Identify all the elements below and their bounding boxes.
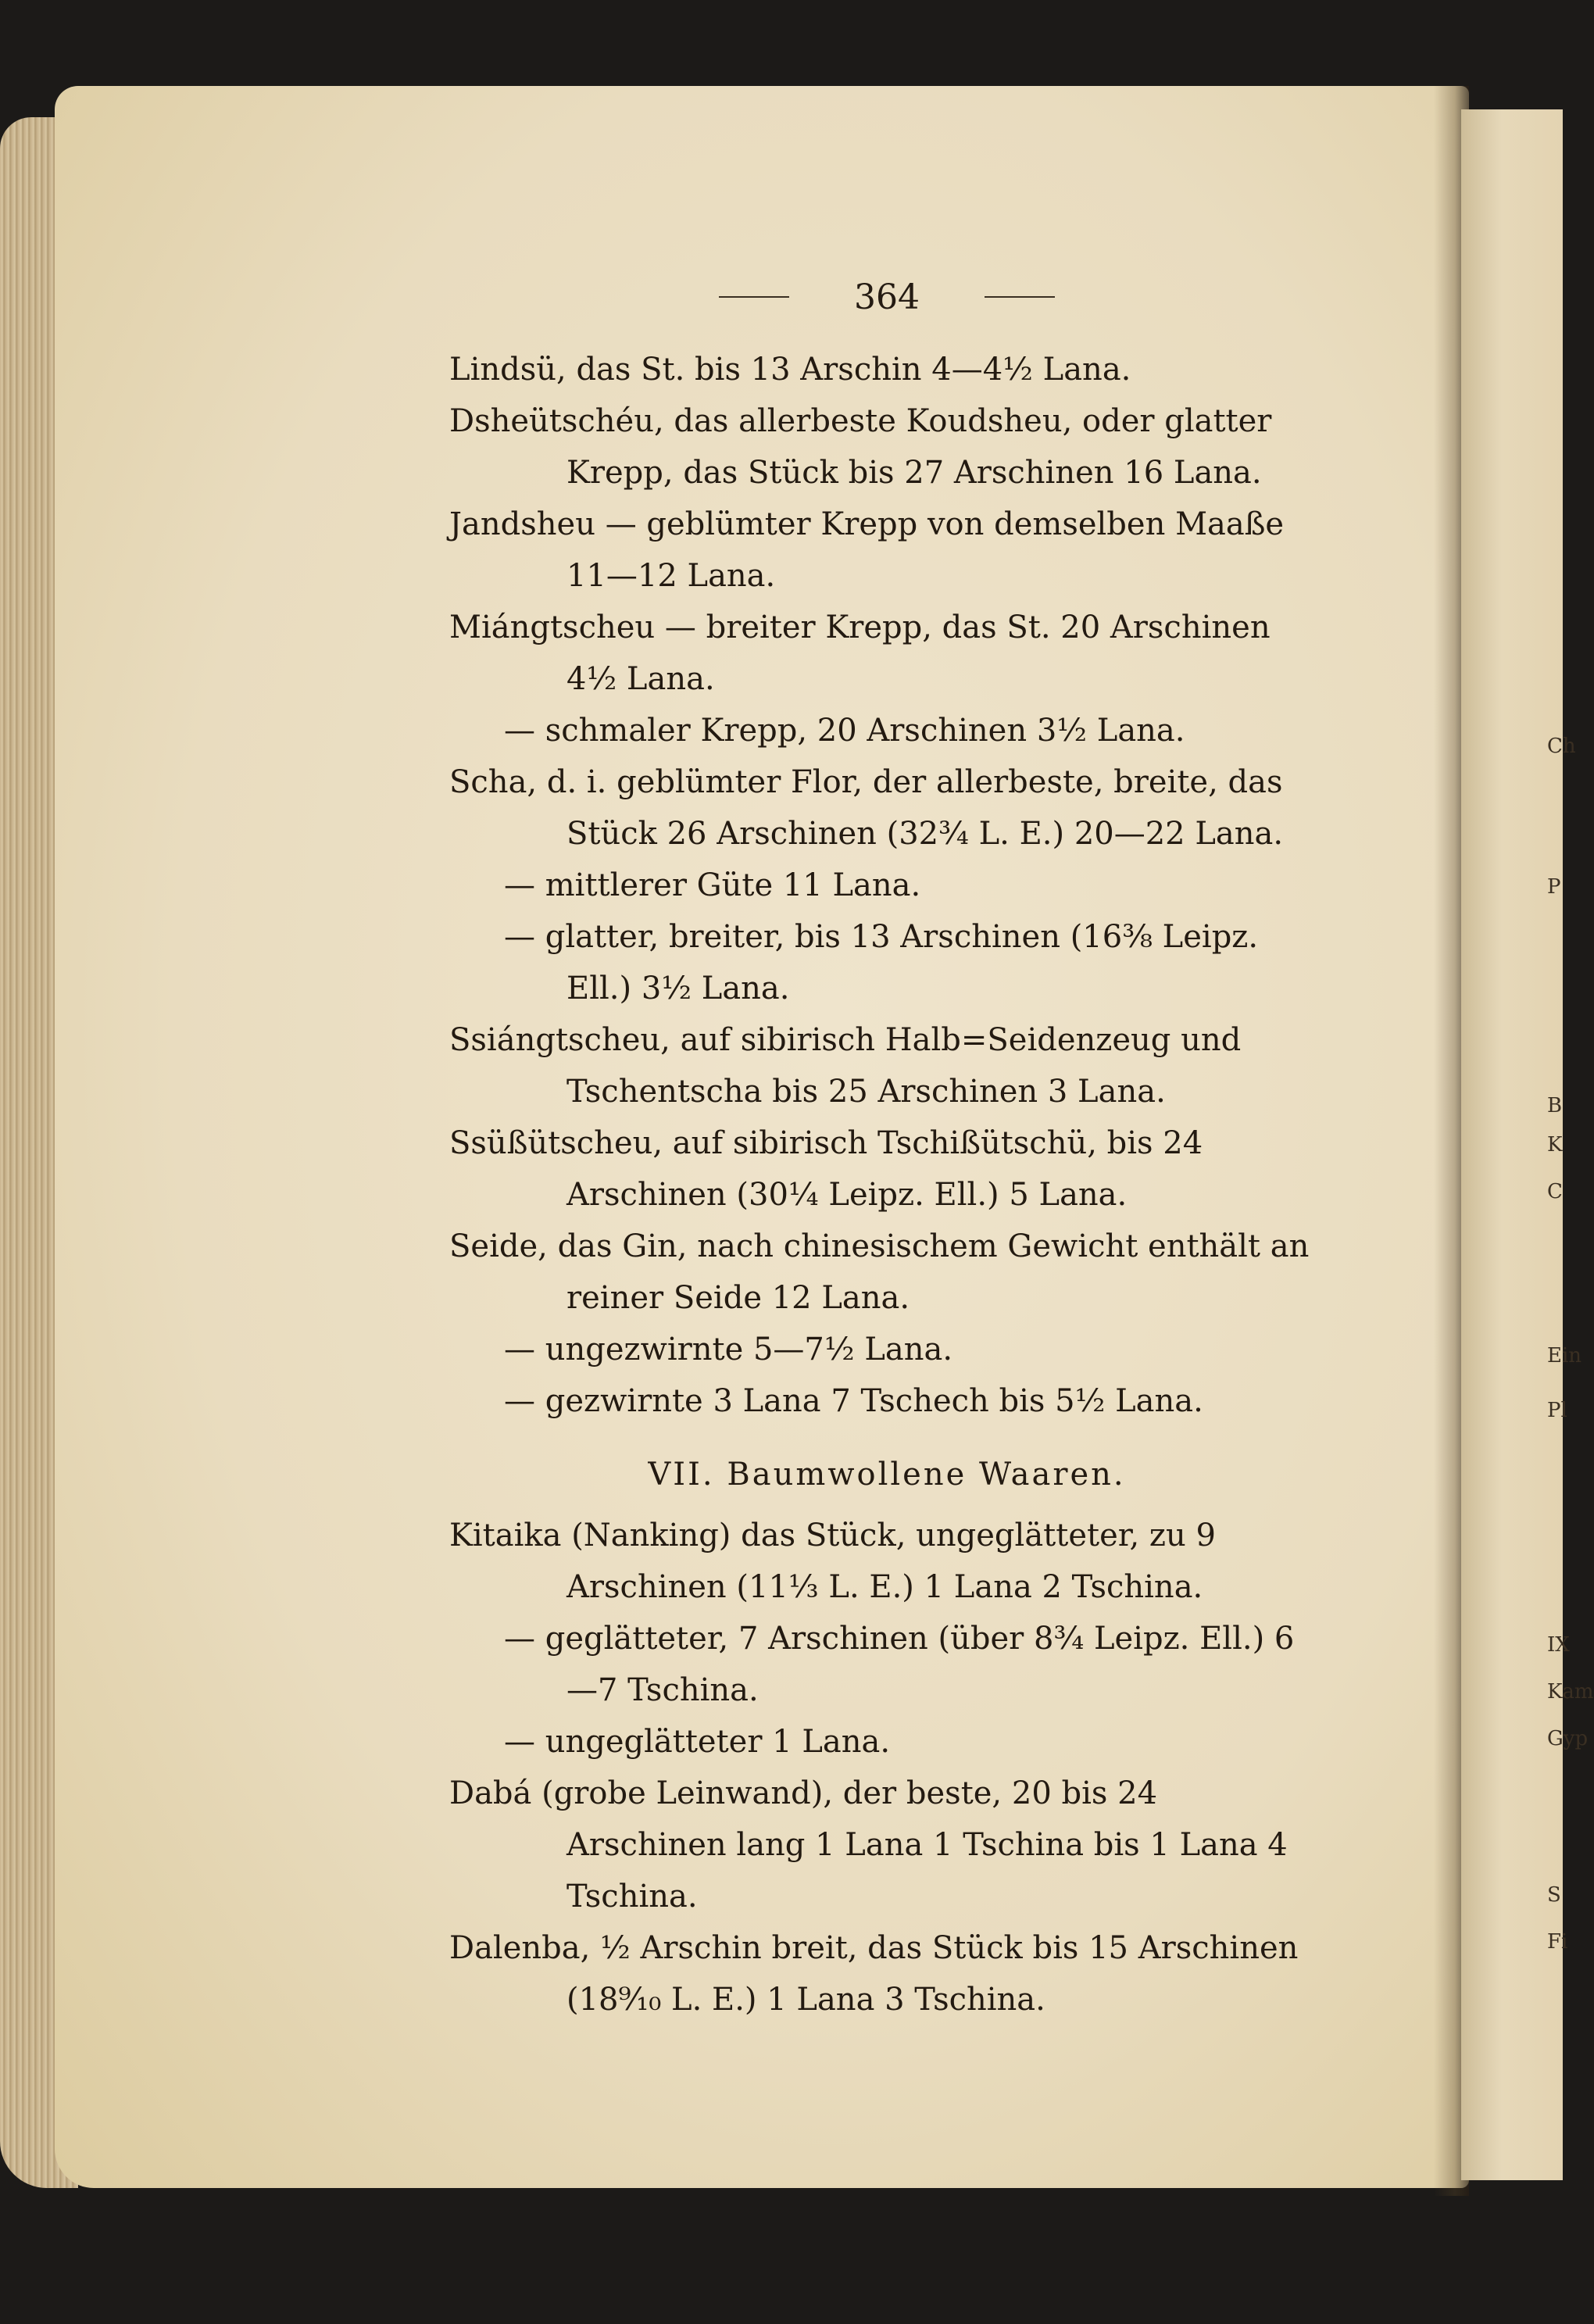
page-header — [719, 270, 1055, 324]
facing-page-fragment: B — [1547, 1094, 1563, 1117]
facing-page-fragment: Ch — [1547, 735, 1576, 758]
price-entry: Scha, d. i. geblümter Flor, der allerbeste, breite, das Stück 26 Arschinen (32¾ L. E.) 20—22 Lana. — [449, 764, 1284, 852]
price-entry: Ssiángtscheu, auf sibirisch Halb=Seidenzeug und Tschentscha bis 25 Arschinen 3 Lana. — [449, 1022, 1242, 1110]
section-heading: VII. Baumwollene Waaren. — [648, 1457, 1126, 1493]
sub-entry: — mittlerer Güte 11 Lana. — [504, 867, 921, 903]
price-entry: Seide, das Gin, nach chinesischem Gewicht enthält an reiner Seide 12 Lana. — [449, 1228, 1310, 1316]
sub-entry: — geglätteter, 7 Arschinen (über 8¾ Leipz. Ell.) 6—7 Tschina. — [504, 1621, 1295, 1708]
price-entry: Miángtscheu — breiter Krepp, das St. 20 Arschinen 4½ Lana. — [449, 610, 1271, 697]
facing-page-fragment: Fi — [1547, 1930, 1568, 1954]
sub-entry: — schmaler Krepp, 20 Arschinen 3½ Lana. — [504, 713, 1185, 749]
facing-page-fragment: Pl — [1547, 1399, 1567, 1422]
facing-page-fragment: P — [1547, 875, 1561, 899]
price-entry: Dalenba, ½ Arschin breit, das Stück bis 15 Arschinen (18⁹⁄₁₀ L. E.) 1 Lana 3 Tschina. — [449, 1930, 1299, 2018]
facing-page-fragment: Gyp — [1547, 1727, 1589, 1750]
sub-entry: — gezwirnte 3 Lana 7 Tschech bis 5½ Lana. — [504, 1383, 1203, 1419]
header-rule-right — [985, 296, 1055, 298]
facing-page-fragment: Ein — [1547, 1344, 1582, 1368]
facing-page-fragment: C — [1547, 1180, 1563, 1203]
sub-entry: — glatter, breiter, bis 13 Arschinen (16⅜ Leipz. Ell.) 3½ Lana. — [504, 919, 1259, 1006]
facing-page-fragment: IX — [1547, 1633, 1570, 1657]
page-number: 364 — [854, 277, 920, 317]
price-entry: Kitaika (Nanking) das Stück, ungeglätteter, zu 9 Arschinen (11⅓ L. E.) 1 Lana 2 Tschina. — [449, 1518, 1216, 1605]
price-entry: Lindsü, das St. bis 13 Arschin 4—4½ Lana. — [449, 352, 1131, 388]
page-text — [449, 344, 1324, 2025]
price-entry: Dsheütschéu, das allerbeste Koudsheu, oder glatter Krepp, das Stück bis 27 Arschinen 16 Lana. — [449, 403, 1272, 491]
header-rule-left — [719, 296, 789, 298]
sub-entry: — ungezwirnte 5—7½ Lana. — [504, 1332, 953, 1368]
sub-entry: — ungeglätteter 1 Lana. — [504, 1724, 891, 1760]
price-entry: Dabá (grobe Leinwand), der beste, 20 bis 24 Arschinen lang 1 Lana 1 Tschina bis 1 Lana 4 Tschina. — [449, 1775, 1288, 1915]
price-entry: Jandsheu — geblümter Krepp von demselben Maaße 11—12 Lana. — [449, 506, 1285, 594]
facing-page-fragment: S — [1547, 1883, 1561, 1907]
price-entry: Ssüßütscheu, auf sibirisch Tschißütschü, bis 24 Arschinen (30¼ Leipz. Ell.) 5 Lana. — [449, 1125, 1203, 1213]
facing-page-fragment: K — [1547, 1133, 1563, 1157]
facing-page-fragment: Kam — [1547, 1680, 1594, 1704]
